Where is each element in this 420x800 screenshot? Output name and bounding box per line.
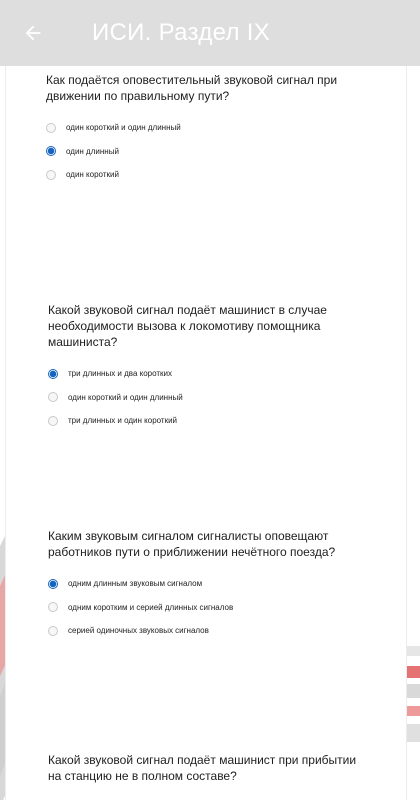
app-bar bbox=[0, 0, 420, 66]
answer-option[interactable] bbox=[48, 362, 368, 386]
page-title: ИСИ. Раздел IX bbox=[92, 19, 271, 46]
question-3 bbox=[48, 528, 368, 643]
radio-button[interactable] bbox=[48, 416, 58, 426]
radio-button[interactable] bbox=[48, 602, 58, 612]
scroll-content[interactable] bbox=[0, 66, 420, 800]
radio-button[interactable] bbox=[46, 123, 56, 133]
answer-option[interactable] bbox=[48, 409, 368, 433]
question-text: Какой звуковой сигнал подаёт машинист в случае необходимости вызова к локомотиву помощника машиниста? bbox=[48, 303, 327, 349]
question-4 bbox=[48, 752, 368, 800]
answer-option[interactable] bbox=[48, 619, 368, 643]
answer-option[interactable] bbox=[48, 596, 368, 620]
option-label: один короткий и один длинный bbox=[66, 123, 181, 133]
radio-button-selected[interactable] bbox=[46, 146, 56, 156]
option-label: три длинных и один короткий bbox=[68, 416, 178, 426]
option-label: один длинный bbox=[66, 146, 119, 156]
question-text: Как подаётся оповестительный звуковой сигнал при движении по правильному пути? bbox=[46, 73, 338, 103]
answer-option[interactable] bbox=[48, 572, 368, 596]
question-text: Каким звуковым сигналом сигналисты оповещают работников пути о приближении нечётного поезда? bbox=[48, 529, 336, 559]
answer-option[interactable] bbox=[46, 116, 366, 140]
option-label: одним коротким и серией длинных сигналов bbox=[68, 602, 234, 612]
answer-option[interactable] bbox=[46, 140, 366, 164]
arrow-left-icon bbox=[22, 22, 44, 44]
radio-button[interactable] bbox=[48, 392, 58, 402]
option-label: три длинных и два коротких bbox=[68, 369, 173, 379]
radio-button[interactable] bbox=[48, 626, 58, 636]
radio-button-selected[interactable] bbox=[48, 579, 58, 589]
question-text: Какой звуковой сигнал подаёт машинист при прибытии на станцию не в полном составе? bbox=[48, 753, 357, 783]
radio-button[interactable] bbox=[46, 170, 56, 180]
question-2 bbox=[48, 302, 368, 433]
answer-option[interactable] bbox=[48, 794, 368, 800]
option-label: один короткий и один длинный bbox=[68, 392, 183, 402]
back-button[interactable] bbox=[7, 7, 59, 59]
radio-button-selected[interactable] bbox=[48, 369, 58, 379]
option-label: одним длинным звуковым сигналом bbox=[68, 579, 203, 589]
answer-option[interactable] bbox=[48, 386, 368, 410]
option-label: один короткий bbox=[66, 170, 119, 180]
option-label: серией одиночных звуковых сигналов bbox=[68, 626, 209, 636]
answer-option[interactable] bbox=[46, 163, 366, 187]
question-1 bbox=[46, 72, 366, 187]
